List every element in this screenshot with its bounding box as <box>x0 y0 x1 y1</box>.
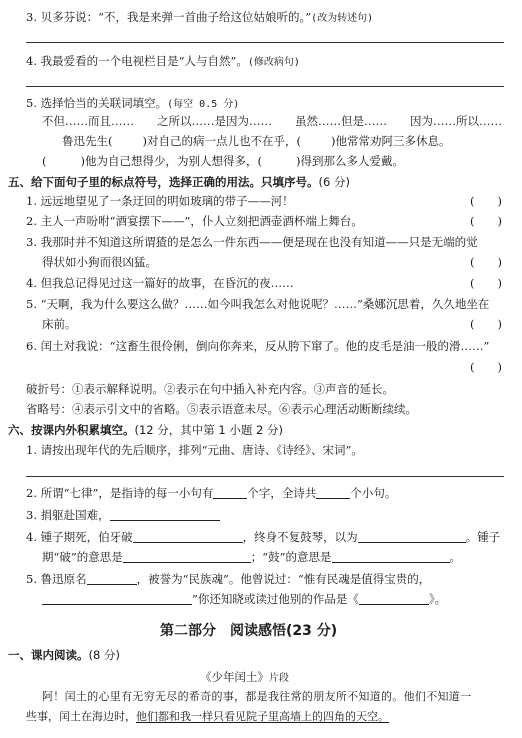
question-3 <box>26 10 373 26</box>
passage-note: 片段 <box>269 673 289 684</box>
q5-text: )得到那么多人爱戴。 <box>295 154 404 168</box>
reading-title: 一、课内阅读。 <box>8 648 89 662</box>
part-2-score: (23 分) <box>286 623 338 639</box>
question-5-text: 5. 选择恰当的关联词填空。 <box>26 96 168 110</box>
answer-line-4[interactable] <box>26 86 504 87</box>
fill-q5-text: ，被誉为“民族魂”。他曾说过：“惟有民魂是值得宝贵的， <box>136 572 431 586</box>
question-4-note: (修改病句) <box>247 57 300 68</box>
fill-q2 <box>26 486 396 500</box>
passage-line-1: 阿！闰土的心里有无穷无尽的希奇的事，都是我往常的朋友所不知道的。他们不知道一 <box>42 690 472 703</box>
reading-heading <box>8 648 120 662</box>
part-2-heading <box>160 620 337 640</box>
legend-dash: 破折号：①表示解释说明。②表示在句中插入补充内容。③声音的延长。 <box>26 382 394 396</box>
fill-q4-text: 期“破”的意思是 <box>42 550 123 564</box>
section-5-score: (6 分) <box>318 175 350 189</box>
punct-item-3: 3. 我那时并不知道这所谓猹的是怎么一件东西——便是现在也没有知道——只是无端的觉 <box>26 235 478 249</box>
q5-text: )他为自己想得少，为别人想得多，( <box>80 154 262 168</box>
passage-line-2 <box>26 710 389 724</box>
answer-line-fill-q1[interactable] <box>26 476 504 477</box>
fill-q3-text: 3. 捐躯赴国难， <box>26 508 110 522</box>
fill-q5-text: 5. 鲁迅原名 <box>26 572 87 586</box>
passage-text: 些事，闰土在海边时， <box>26 710 136 723</box>
fill-q4-text: 。锺子 <box>465 530 501 544</box>
part-2-label: 第二部分 阅读感悟 <box>160 623 286 639</box>
punct-item-5: 5. “天啊，我为什么要这么做？……如今叫我怎么对他说呢？……”桑娜沉思着，久久地坐在 <box>26 297 490 311</box>
reading-score: (8 分) <box>88 648 120 662</box>
question-4-text: 4. 我最爱看的一个电视栏目是“人与自然”。 <box>26 54 248 68</box>
punct-item-4: 4. 但我总记得见过这一篇好的故事，在昏沉的夜…… <box>26 276 294 290</box>
blank-char-count[interactable] <box>213 487 247 499</box>
fill-q5-cont <box>42 592 446 606</box>
blank-poem-line[interactable] <box>110 509 220 521</box>
section-6-score: (12 分，其中第 1 小题 2 分) <box>134 423 284 437</box>
punct-item-1: 1. 远远地望见了一条迂回的明如玻璃的带子——河！ <box>26 194 294 208</box>
blank-po-meaning[interactable] <box>123 551 251 563</box>
punct-item-2: 2. 主人一声吩咐“酒宴摆下——”，仆人立刻把酒壶酒杯端上舞台。 <box>26 214 363 228</box>
answer-paren-5[interactable]: ( ) <box>470 317 502 331</box>
conjunction-options: 不但……而且…… 之所以……是因为…… 虽然……但是…… 因为……所以…… <box>42 114 502 128</box>
fill-q4-text: ，终身不复鼓琴，以为 <box>242 530 358 544</box>
section-5-heading <box>8 175 350 189</box>
passage-book-title: 《少年闰土》 <box>200 670 269 684</box>
fill-q1: 1. 请按出现年代的先后顺序，排列“元曲、唐诗、《诗经》、宋词”。 <box>26 443 363 457</box>
fill-q2-text: 个小句。 <box>350 486 397 500</box>
passage-underlined: 他们都和我一样只看见院子里高墙上的四角的天空。 <box>136 710 389 723</box>
question-3-text: 3. 贝多芬说：“不，我是来弹一首曲子给这位姑娘听的。” <box>26 10 312 24</box>
q5-text: 鲁迅先生( <box>62 134 113 148</box>
question-5-title <box>26 96 239 112</box>
fill-q4-text: 。 <box>449 550 462 564</box>
fill-q2-text: 个字，全诗共 <box>247 486 317 500</box>
fill-q4 <box>26 530 500 544</box>
blank-gu-meaning[interactable] <box>332 551 450 563</box>
passage-title <box>200 670 289 686</box>
blank-yiwei[interactable] <box>358 531 466 543</box>
blank-work[interactable] <box>359 593 429 605</box>
answer-paren-4[interactable]: ( ) <box>470 276 502 290</box>
question-3-note: (改为转述句) <box>311 13 374 24</box>
fill-q4-text: 4. 锺子期死，伯牙破 <box>26 530 133 544</box>
answer-line-3[interactable] <box>26 42 504 43</box>
question-5-line-2 <box>42 154 404 168</box>
blank-po[interactable] <box>133 531 243 543</box>
question-5-line-1 <box>62 134 450 148</box>
punct-item-6: 6. 闰土对我说：“这畜生很伶俐，倒向你奔来，反从胯下窜了。他的皮毛是油一般的滑……” <box>26 339 490 353</box>
answer-paren-2[interactable]: ( ) <box>470 214 502 228</box>
punct-item-5-cont: 床前。 <box>42 317 77 331</box>
fill-q5-text: ”你还知晓或读过他别的作品是《 <box>192 592 359 606</box>
question-5-note: (每空 0.5 分) <box>167 99 240 110</box>
fill-q2-text: 2. 所谓“七律”，是指诗的每一小句有 <box>26 486 214 500</box>
blank-line-count[interactable] <box>316 487 350 499</box>
blank-quote[interactable] <box>42 593 192 605</box>
answer-paren-1[interactable]: ( ) <box>470 194 502 208</box>
fill-q4-text: ；“鼓”的意思是 <box>250 550 332 564</box>
blank-real-name[interactable] <box>87 573 137 585</box>
section-6-title: 六、按课内外积累填空。 <box>8 423 135 437</box>
punct-item-3-cont: 得状如小狗而很凶猛。 <box>42 255 157 269</box>
answer-paren-6[interactable]: ( ) <box>470 360 502 374</box>
fill-q5-text: 》。 <box>428 592 447 606</box>
fill-q4-cont <box>42 550 461 564</box>
q5-text: ( <box>42 154 47 168</box>
section-5-title: 五、给下面句子里的标点符号，选择正确的用法。只填序号。 <box>8 175 319 189</box>
section-6-heading <box>8 423 283 437</box>
question-4 <box>26 54 300 70</box>
fill-q5 <box>26 572 430 586</box>
fill-q3 <box>26 508 220 522</box>
answer-paren-3[interactable]: ( ) <box>470 255 502 269</box>
legend-ellipsis: 省略号：④表示引文中的省略。⑤表示语意未尽。⑥表示心理活动断断续续。 <box>26 402 417 416</box>
q5-text: )他常常劝阿三多休息。 <box>330 134 451 148</box>
q5-text: )对自己的病一点儿也不在乎，( <box>142 134 301 148</box>
